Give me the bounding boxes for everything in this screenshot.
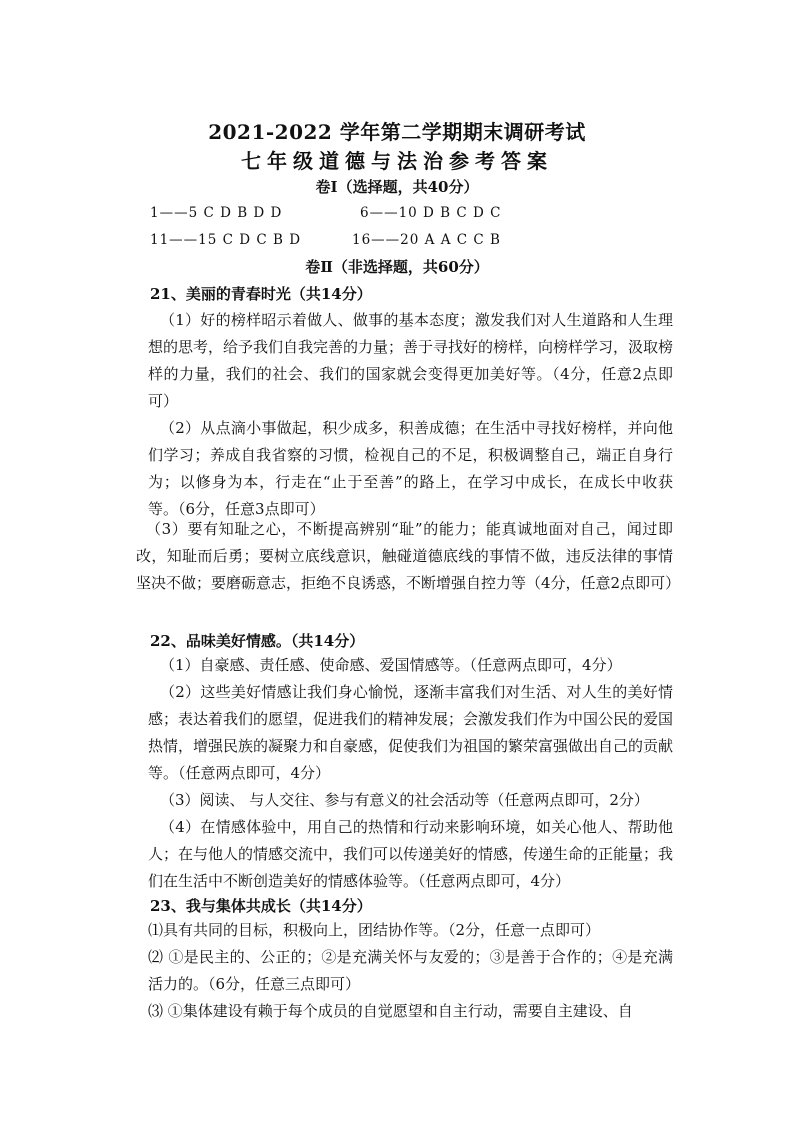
question-21-title: 21、美丽的青春时光（共14分） (150, 285, 372, 303)
q21-answer-2: （2）从点滴小事做起，积少成多，积善成德；在生活中寻找好榜样，并向他们学习；养成自我省察的习惯，检视自己的不足，积极调整自己，端正自身行为；以修身为本，行走在“止于至善”的路上，在学习中成长，在成长中收获等。（6分，任意3点即可） (148, 419, 673, 518)
q23-answer-2: ⑵ ①是民主的、公正的；②是充满关怀与友爱的；③是善于合作的；④是充满活力的。（6分，任意三点即可） (148, 948, 673, 993)
q21-answer-3: （3）要有知耻之心，不断提高辨别“耻”的能力；能真诚地面对自己，闻过即改，知耻而后勇；要树立底线意识，触碰道德底线的事情不做，违反法律的事情坚决不做；要磨砺意志，拒绝不良诱惑，不断增强自控力等（4分，任意2点即可） (136, 520, 681, 592)
answer-row-16-20: 16——20 A A C C B (352, 232, 501, 248)
answer-row-11-15: 11——15 C D C B D (150, 232, 302, 248)
q22-answer-1: （1）自豪感、责任感、使命感、爱国情感等。（任意两点即可，4分） (160, 656, 622, 674)
answer-row-6-10: 6——10 D B C D C (360, 205, 502, 221)
q21-answer-1: （1）好的榜样昭示着做人、做事的基本态度；激发我们对人生道路和人生理想的思考，给予我们自我完善的力量；善于寻找好的榜样，向榜样学习，汲取榜样的力量，我们的社会、我们的国家就会变得更加美好等。（4分，任意2点即可） (148, 311, 674, 410)
part2-heading: 卷Ⅱ（非选择题，共60分） (305, 258, 489, 276)
answer-row-1-5: 1——5 C D B D D (150, 205, 283, 221)
part1-heading: 卷Ⅰ（选择题，共40分） (315, 178, 479, 196)
q22-answer-4: （4）在情感体验中，用自己的热情和行动来影响环境，如关心他人、帮助他人；在与他人的情感交流中，我们可以传递美好的情感，传递生命的正能量；我们在生活中不断创造美好的情感体验等。（任意两点即可，4分） (148, 818, 674, 890)
question-22-title: 22、品味美好情感。（共14分） (150, 632, 365, 650)
q22-answer-3: （3）阅读、 与人交往、参与有意义的社会活动等（任意两点即可，2分） (160, 791, 649, 809)
q23-answer-1: ⑴具有共同的目标，积极向上，团结协作等。（2分，任意一点即可） (148, 921, 601, 939)
answer-key-title: 七年级道德与法治参考答案 (241, 149, 553, 173)
exam-title: 2021-2022 学年第二学期期末调研考试 (208, 120, 586, 144)
q23-answer-3: ⑶ ①集体建设有赖于每个成员的自觉愿望和自主行动，需要自主建设、自 (148, 1002, 633, 1020)
q22-answer-2: （2）这些美好情感让我们身心愉悦，逐渐丰富我们对生活、对人生的美好情感；表达着我们的愿望，促进我们的精神发展；会激发我们作为中国公民的爱国热情，增强民族的凝聚力和自豪感，促使我们为祖国的繁荣富强做出自己的贡献等。（任意两点即可，4分） (148, 683, 674, 782)
question-23-title: 23、我与集体共成长（共14分） (150, 897, 372, 915)
